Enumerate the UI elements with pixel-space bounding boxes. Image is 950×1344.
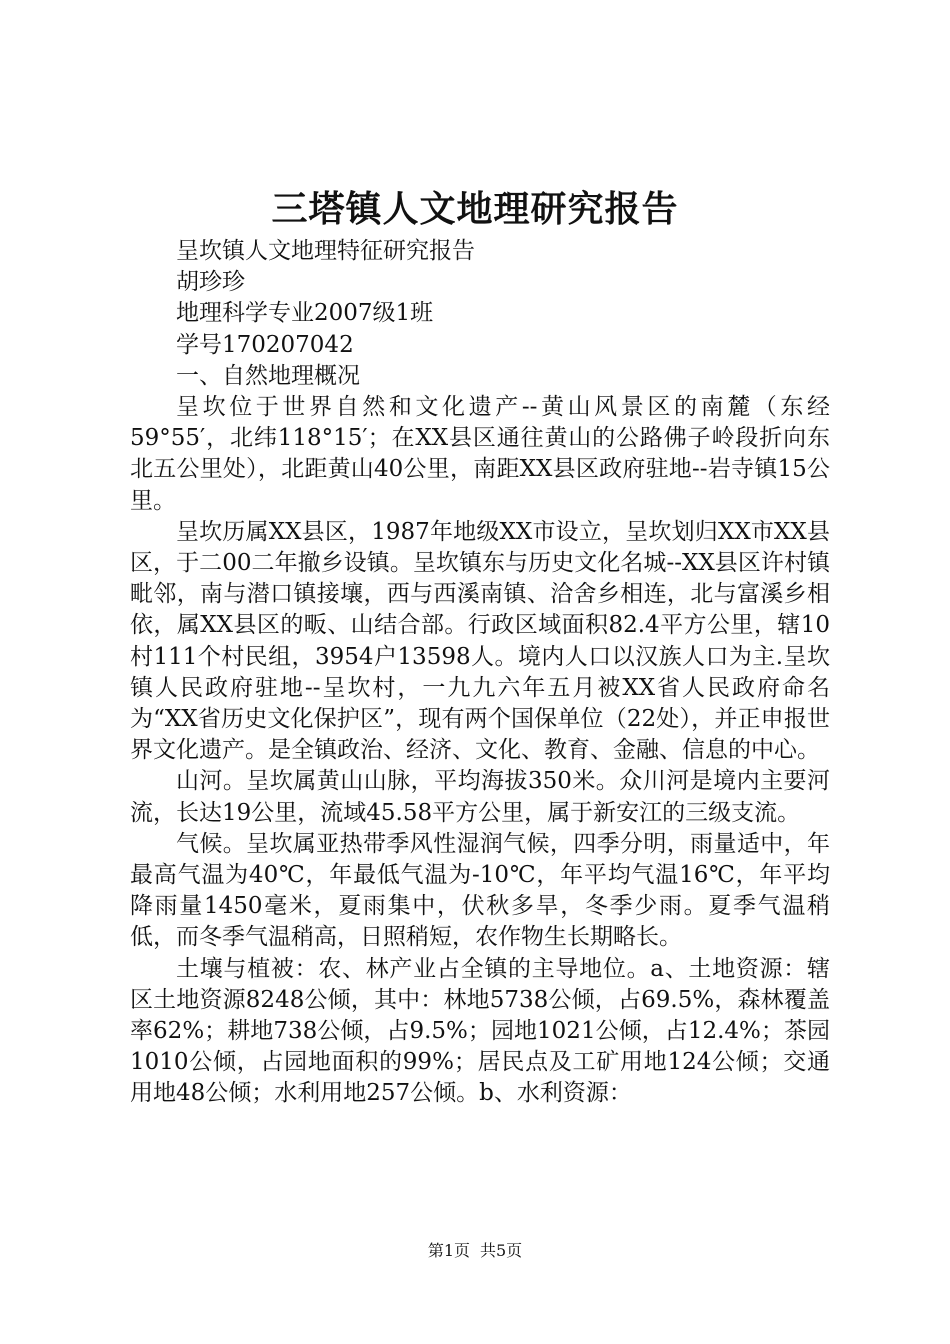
document-title: 三塔镇人文地理研究报告 xyxy=(271,188,679,230)
paragraph-rivers: 山河。呈坎属黄山山脉，平均海拔350米。众川河是境内主要河流，长达19公里，流域45.58平方公里，属于新安江的三级支流。 xyxy=(130,768,830,826)
page-number: 第1页 xyxy=(427,1241,470,1260)
paragraph-climate: 气候。呈坎属亚热带季风性湿润气候，四季分明，雨量适中，年最高气温为40℃，年最低气温为-10℃，年平均气温16℃，年平均降雨量1450毫米，夏雨集中，伏秋多旱，冬季少雨。夏季气温稍低，而冬季气温稍高，日照稍短，农作物生长期略长。 xyxy=(130,830,830,951)
report-subtitle: 呈坎镇人文地理特征研究报告 xyxy=(176,238,475,264)
page-footer xyxy=(0,1240,950,1262)
paragraph-location: 呈坎位于世界自然和文化遗产--黄山风景区的南麓（东经59°55′，北纬118°15′；在XX县区通往黄山的公路佛子岭段折向东北五公里处），北距黄山40公里，南距XX县区政府驻地--岩寺镇15公里。 xyxy=(130,394,830,514)
page-total: 共5页 xyxy=(480,1241,523,1260)
author-name: 胡珍珍 xyxy=(176,269,245,296)
student-number: 学号170207042 xyxy=(176,331,354,358)
section-heading: 一、自然地理概况 xyxy=(176,362,360,389)
paragraph-soil: 土壤与植被：农、林产业占全镇的主导地位。a、土地资源：辖区土地资源8248公倾，其中：林地5738公倾，占69.5%，森林覆盖率62%；耕地738公倾，占9.5%；园地1021公倾，占12.4%；茶园1010公倾，占园地面积的99%；居民点及工矿用地124公倾；交通用地48公倾；水利用地257公倾。b、水利资源： xyxy=(130,955,830,1107)
paragraph-history: 呈坎历属XX县区，1987年地级XX市设立，呈坎划归XX市XX县区，于二00二年撤乡设镇。呈坎镇东与历史文化名城--XX县区许村镇毗邻，南与潜口镇接壤，西与西溪南镇、洽舍乡相连，北与富溪乡相依，属XX县区的畈、山结合部。行政区域面积82.4平方公里，辖10村111个村民组，3954户13598人。境内人口以汉族人口为主.呈坎镇人民政府驻地--呈坎村，一九九六年五月被XX省人民政府命名为“XX省历史文化保护区”，现有两个国保单位（22处），并正申报世界文化遗产。是全镇政治、经济、文化、教育、金融、信息的中心。 xyxy=(130,518,830,764)
author-class: 地理科学专业2007级1班 xyxy=(176,300,434,327)
document-body xyxy=(130,236,830,1110)
